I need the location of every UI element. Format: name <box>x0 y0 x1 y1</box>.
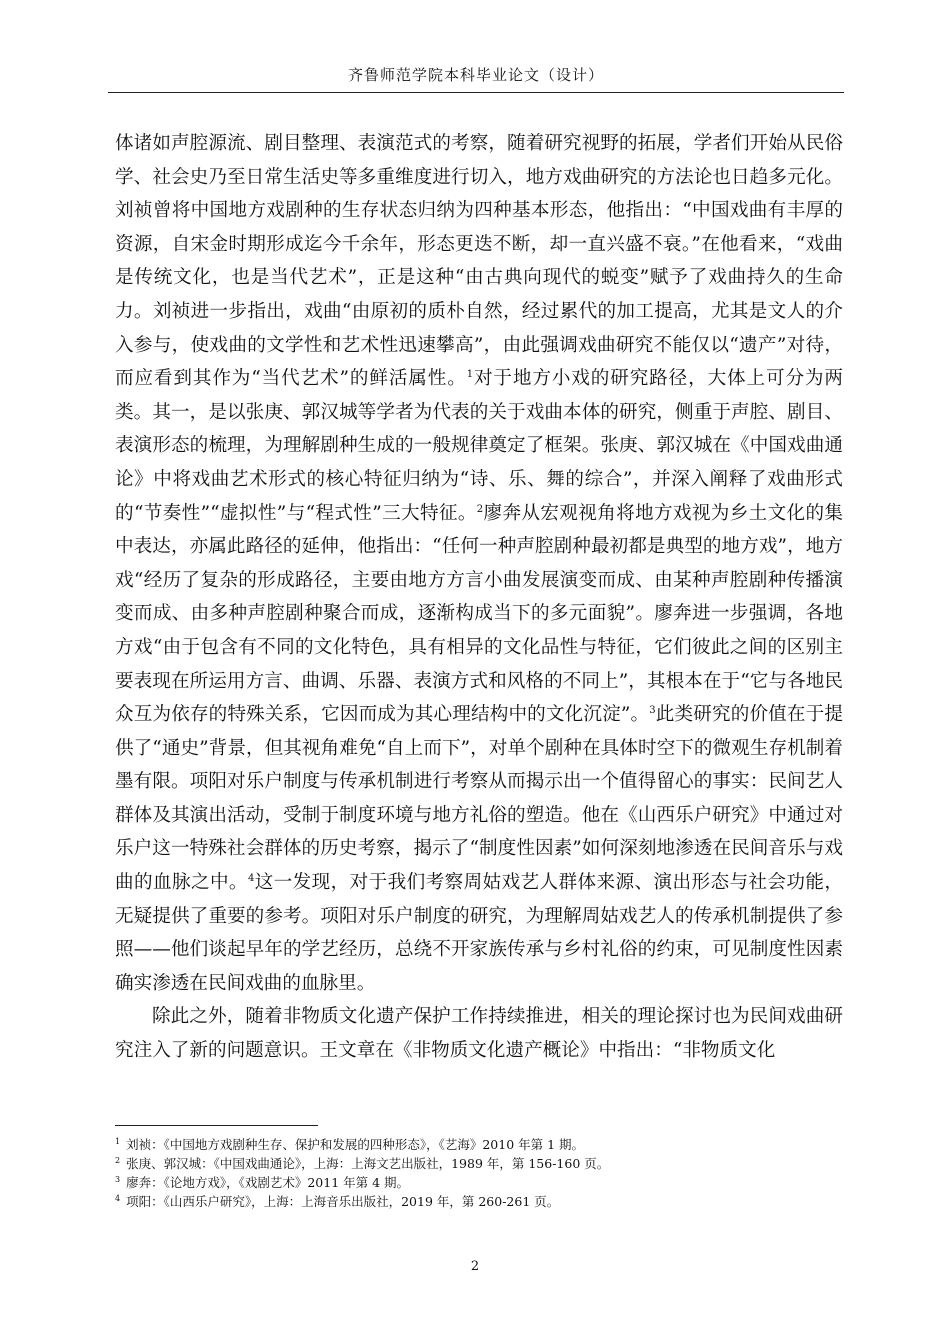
footnote-1 <box>115 1134 843 1153</box>
footnote-4-text: 项阳：《山西乐户研究》，上海：上海音乐出版社，2019 年，第 260-261 页。 <box>126 1194 560 1210</box>
footnote-3 <box>115 1172 843 1191</box>
paragraph-1-part-2: 对于地方小戏的研究路径，大体上可分为两类。其一，是以张庚、郭汉城等学者为代表的关于戏曲本体的研究，侧重于声腔、剧目、表演形态的梳理，为理解剧种生成的一般规律奠定了框架。张庚、郭汉城在《中国戏曲通论》中将戏曲艺术形式的核心特征归纳为“诗、乐、舞的综合”，并深入阐释了戏曲形式的“节奏性”“虚拟性”与“程式性”三大特征。 <box>115 368 843 524</box>
paragraph-1-part-3: 廖奔从宏观视角将地方戏视为乡土文化的集中表达，亦属此路径的延伸，他指出：“任何一种声腔剧种最初都是典型的地方戏”，地方戏“经历了复杂的形成路径，主要由地方方言小曲发展演变而成、由某种声腔剧种传播演变而成、由多种声腔剧种聚合而成，逐渐构成当下的多元面貌”。廖奔进一步强调，各地方戏“由于包含有不同的文化特色，具有相异的文化品性与特征，它们彼此之间的区别主要表现在所运用方言、曲调、乐器、表演方式和风格的不同上”，其根本在于“它与各地民众互为依存的特殊关系，它因而成为其心理结构中的文化沉淀”。 <box>115 502 843 726</box>
footnote-3-text: 廖奔：《论地方戏》，《戏剧艺术》2011 年第 4 期。 <box>126 1175 410 1191</box>
paragraph-1-part-5: 这一发现，对于我们考察周姑戏艺人群体来源、演出形态与社会功能，无疑提供了重要的参考。项阳对乐户制度的研究，为理解周姑戏艺人的传承机制提供了参照——他们谈起早年的学艺经历，总绕不开家族传承与乡村礼俗的约束，可见制度性因素确实渗透在民间戏曲的血脉里。 <box>115 872 843 994</box>
paragraph-1-part-1: 体诸如声腔源流、剧目整理、表演范式的考察，随着研究视野的拓展，学者们开始从民俗学、社会史乃至日常生活史等多重维度进行切入，地方戏曲研究的方法论也日趋多元化。刘祯曾将中国地方戏剧种的生存状态归纳为四种基本形态，他指出：“中国戏曲有丰厚的资源，自宋金时期形成迄今千余年，形态更迭不断，却一直兴盛不衰。”在他看来，“戏曲是传统文化，也是当代艺术”，正是这种“由古典向现代的蜕变”赋予了戏曲持久的生命力。刘祯进一步指出，戏曲“由原初的质朴自然，经过累代的加工提高，尤其是文人的介入参与，使戏曲的文学性和艺术性迅速攀高”，由此强调戏曲研究不能仅以“遗产”对待，而应看到其作为“当代艺术”的鲜活属性。 <box>115 133 843 390</box>
footnotes <box>115 1134 843 1211</box>
header-divider <box>108 92 844 93</box>
footnote-divider <box>115 1125 318 1126</box>
paragraph-1 <box>115 127 843 1000</box>
footnote-2-number: 2 <box>115 1156 121 1166</box>
footnote-1-number: 1 <box>115 1137 121 1146</box>
footnote-2-text: 张庚、郭汉城：《中国戏曲通论》，上海：上海文艺出版社，1989 年，第 156-160 页。 <box>126 1156 610 1172</box>
footnote-marker-3[interactable]: 3 <box>649 704 656 716</box>
footnote-2 <box>115 1153 843 1172</box>
paragraph-2: 除此之外，随着非物质文化遗产保护工作持续推进，相关的理论探讨也为民间戏曲研究注入了新的问题意识。王文章在《非物质文化遗产概论》中指出：“非物质文化 <box>115 1006 843 1062</box>
page-number: 2 <box>470 1259 480 1274</box>
footnote-marker-4[interactable]: 4 <box>247 872 255 884</box>
footnote-1-text: 刘祯：《中国地方戏剧种生存、保护和发展的四种形态》，《艺海》2010 年第 1 期。 <box>126 1137 585 1153</box>
footnote-3-number: 3 <box>115 1175 121 1185</box>
footnote-marker-2[interactable]: 2 <box>476 503 484 515</box>
page-header-title: 齐鲁师范学院本科毕业论文（设计） <box>347 66 604 84</box>
paragraph-1-part-4: 此类研究的价值在于提供了“通史”背景，但其视角难免“自上而下”，对单个剧种在具体时空下的微观生存机制着墨有限。项阳对乐户制度与传承机制进行考察从而揭示出一个值得留心的事实：民间艺人群体及其演出活动，受制于制度环境与地方礼俗的塑造。他在《山西乐户研究》中通过对乐户这一特殊社会群体的历史考察，揭示了“制度性因素”如何深刻地渗透在民间音乐与戏曲的血脉之中。 <box>115 704 843 894</box>
footnote-4-number: 4 <box>115 1194 121 1204</box>
footnote-marker-1[interactable]: 1 <box>466 368 474 380</box>
body-text <box>115 127 843 1068</box>
footnote-4 <box>115 1191 843 1210</box>
